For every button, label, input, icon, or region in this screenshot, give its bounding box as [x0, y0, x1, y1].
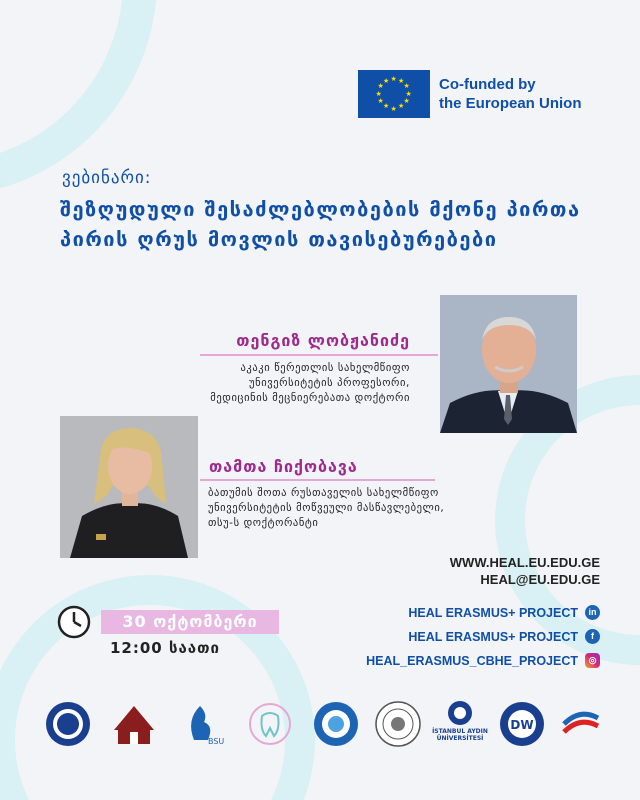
eu-star-icon: ★	[398, 76, 405, 85]
eu-star-icon: ★	[383, 102, 390, 111]
speaker-2-desc-line: თსუ-ს დოქტორანტი	[208, 517, 319, 529]
email-link[interactable]: HEAL@EU.EDU.GE	[480, 572, 600, 587]
social-linkedin[interactable]	[408, 605, 600, 620]
partner-logo-6	[374, 700, 422, 748]
eu-star-icon: ★	[377, 82, 384, 90]
eu-line-1: Co-funded by	[439, 76, 536, 93]
partner-logos	[40, 700, 606, 756]
partner-logo-1	[44, 700, 92, 748]
speaker-1-desc-line: უნივერსიტეტის პროფესორი,	[249, 377, 410, 389]
eu-star-icon: ★	[375, 89, 382, 98]
speaker-1-description	[210, 361, 410, 406]
eu-star-icon: ★	[390, 74, 397, 83]
bsu-lettering: BSU	[208, 737, 225, 746]
eu-cofunded-text	[439, 75, 582, 113]
speaker-2-desc-line: უნივერსიტეტის მოწვეული მასწავლებელი,	[208, 502, 445, 514]
partner-logo-4	[246, 700, 294, 748]
website-link[interactable]: WWW.HEAL.EU.EDU.GE	[449, 555, 600, 570]
partner-logo-5	[312, 700, 360, 748]
istanbul-emblem-icon	[447, 700, 473, 726]
istanbul-lettering-1: İSTANBUL AYDIN	[432, 728, 488, 735]
social-facebook[interactable]	[408, 629, 600, 644]
eu-star-icon: ★	[398, 102, 405, 111]
webinar-label: ვებინარი:	[62, 168, 152, 188]
contact-info	[450, 554, 600, 588]
speaker-1-desc-line: მედიცინის მეცნიერებათა დოქტორი	[210, 392, 410, 404]
event-time: 12:00 საათი	[110, 639, 220, 657]
partner-logo-9	[560, 700, 602, 748]
eu-star-icon: ★	[403, 82, 410, 90]
eu-star-icon: ★	[405, 89, 412, 98]
speaker-2-description	[208, 486, 444, 531]
eu-star-icon: ★	[383, 76, 390, 85]
speaker-2-divider	[200, 479, 435, 481]
partner-logo-istanbul-aydin	[432, 700, 488, 742]
eu-line-2: the European Union	[439, 95, 582, 112]
dw-lettering: DW	[510, 718, 534, 732]
speaker-2-desc-line: ბათუმის შოთა რუსთაველის სახელმწიფო	[208, 487, 439, 499]
linkedin-icon[interactable]: in	[585, 605, 600, 620]
eu-flag-icon	[358, 70, 430, 118]
social-label[interactable]: HEAL ERASMUS+ PROJECT	[408, 629, 578, 644]
social-label[interactable]: HEAL_ERASMUS_CBHE_PROJECT	[366, 653, 578, 668]
speaker-2-photo	[60, 416, 198, 558]
social-instagram[interactable]	[366, 653, 600, 668]
eu-star-icon: ★	[390, 104, 397, 113]
webinar-title: შეზღუდული შესაძლებლობების მქონე პირთა პირის ღრუს მოვლის თავისებურებები	[60, 197, 581, 251]
social-label[interactable]: HEAL ERASMUS+ PROJECT	[408, 605, 578, 620]
speaker-1-divider	[200, 354, 438, 356]
partner-logo-bsu	[178, 700, 226, 748]
eu-star-icon: ★	[403, 97, 410, 105]
speaker-2-name: თამთა ჩიქობავა	[209, 457, 358, 476]
speaker-1-photo	[440, 295, 577, 433]
partner-logo-2	[110, 700, 158, 748]
partner-logo-dw	[498, 700, 546, 748]
istanbul-lettering-2: ÜNİVERSİTESİ	[436, 735, 484, 742]
facebook-icon[interactable]: f	[585, 629, 600, 644]
eu-cofunded-badge	[358, 70, 582, 118]
speaker-1-desc-line: აკაკი წერეთლის სახელმწიფო	[240, 362, 410, 374]
speaker-1-name: თენგიზ ლობჟანიძე	[236, 331, 410, 350]
event-date: 30 ოქტომბერი	[101, 610, 279, 634]
clock-icon	[57, 605, 91, 639]
eu-star-icon: ★	[377, 97, 384, 105]
instagram-icon[interactable]: ◎	[585, 653, 600, 668]
